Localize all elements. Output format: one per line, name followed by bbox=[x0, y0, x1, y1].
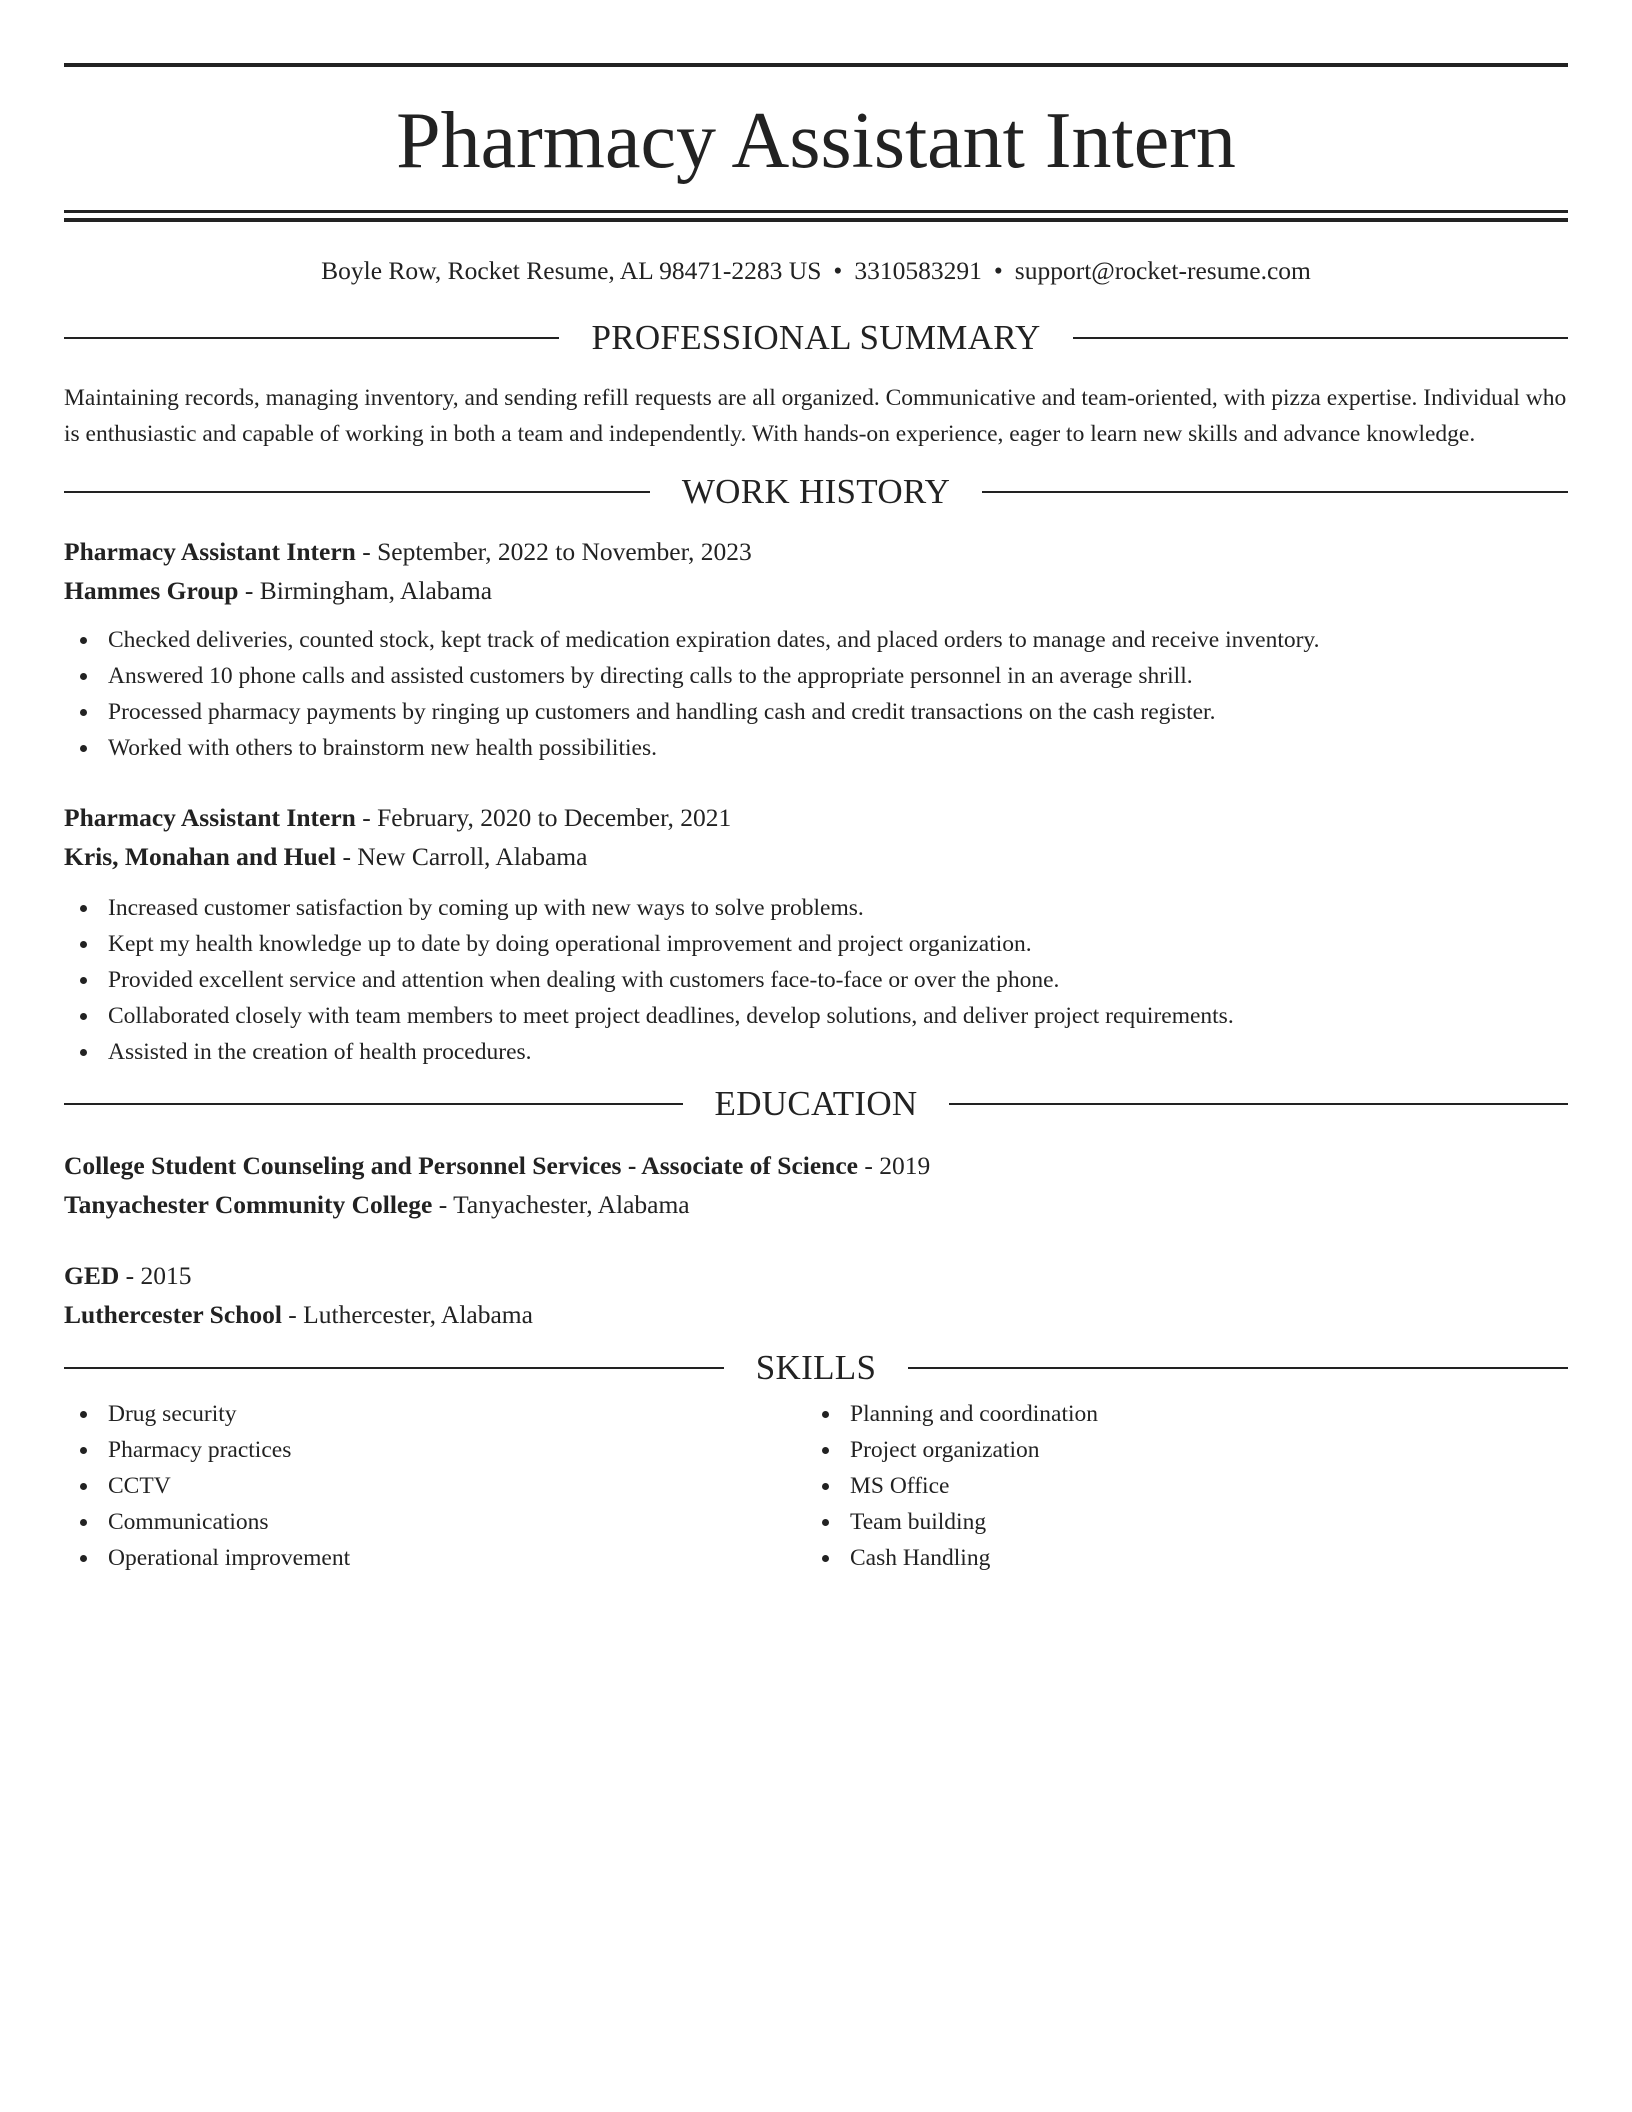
skills-column-left bbox=[64, 1396, 806, 1576]
separator-dot: • bbox=[833, 256, 843, 285]
title-double-rule bbox=[64, 210, 1568, 222]
school-name: Tanyachester Community College bbox=[64, 1190, 433, 1219]
summary-text: Maintaining records, managing inventory, and sending refill requests are all organized. Communicative and team-oriented, with pizza expertise. Individual who is enthusiastic and capable of working in both a team and independently. With hands-on experience, eager to learn new skills and advance knowledge. bbox=[64, 385, 1567, 447]
job-title-line bbox=[64, 532, 1568, 571]
degree-line bbox=[64, 1256, 1568, 1295]
heading-rule bbox=[64, 491, 650, 493]
job-bullets bbox=[64, 890, 1568, 1070]
school-line bbox=[64, 1295, 1568, 1334]
skill-item: Planning and coordination bbox=[806, 1396, 1568, 1432]
school-location: - Tanyachester, Alabama bbox=[432, 1190, 690, 1219]
heading-rule bbox=[908, 1367, 1568, 1369]
skill-item: MS Office bbox=[806, 1468, 1568, 1504]
list-item: Answered 10 phone calls and assisted customers by directing calls to the appropriate personnel in an average shrill. bbox=[64, 658, 1568, 694]
list-item: Increased customer satisfaction by coming up with new ways to solve problems. bbox=[64, 890, 1568, 926]
top-rule bbox=[64, 63, 1568, 67]
degree-line bbox=[64, 1146, 1568, 1185]
job-bullets bbox=[64, 622, 1568, 766]
job-title: Pharmacy Assistant Intern bbox=[64, 803, 356, 832]
skill-item: Communications bbox=[64, 1504, 806, 1540]
list-item: Checked deliveries, counted stock, kept track of medication expiration dates, and placed orders to manage and receive inventory. bbox=[64, 622, 1568, 658]
education-entry bbox=[64, 1146, 1568, 1224]
skill-item: Drug security bbox=[64, 1396, 806, 1432]
school-line bbox=[64, 1185, 1568, 1224]
degree-year: - 2019 bbox=[858, 1151, 931, 1180]
section-title: SKILLS bbox=[755, 1348, 877, 1387]
job-entry bbox=[64, 798, 1568, 1070]
separator-dot: • bbox=[993, 256, 1003, 285]
company-name: Kris, Monahan and Huel bbox=[64, 842, 337, 871]
school-location: - Luthercester, Alabama bbox=[281, 1300, 533, 1329]
heading-rule bbox=[64, 1367, 724, 1369]
section-title: EDUCATION bbox=[714, 1084, 918, 1123]
job-title: Pharmacy Assistant Intern bbox=[64, 537, 356, 566]
list-item: Worked with others to brainstorm new health possibilities. bbox=[64, 730, 1568, 766]
phone: 3310583291 bbox=[854, 256, 982, 285]
company-line bbox=[64, 571, 1568, 610]
heading-rule bbox=[64, 337, 559, 339]
degree: College Student Counseling and Personnel Services - Associate of Science bbox=[64, 1151, 858, 1180]
skills-column-right bbox=[806, 1396, 1568, 1576]
heading-rule bbox=[1073, 337, 1568, 339]
list-item: Collaborated closely with team members to meet project deadlines, develop solutions, and deliver project requirements. bbox=[64, 998, 1568, 1034]
list-item: Processed pharmacy payments by ringing up customers and handling cash and credit transactions on the cash register. bbox=[64, 694, 1568, 730]
section-heading-skills bbox=[64, 1348, 1568, 1388]
resume-page bbox=[64, 0, 1568, 1576]
skill-item: Project organization bbox=[806, 1432, 1568, 1468]
list-item: Kept my health knowledge up to date by doing operational improvement and project organization. bbox=[64, 926, 1568, 962]
company-location: - Birmingham, Alabama bbox=[238, 576, 493, 605]
job-title-line bbox=[64, 798, 1568, 837]
email-link[interactable]: support@rocket-resume.com bbox=[1014, 256, 1311, 285]
heading-rule bbox=[949, 1103, 1568, 1105]
section-title: WORK HISTORY bbox=[681, 472, 951, 511]
heading-rule bbox=[64, 1103, 683, 1105]
education-entry bbox=[64, 1256, 1568, 1334]
degree: GED bbox=[64, 1261, 120, 1290]
list-item: Assisted in the creation of health procedures. bbox=[64, 1034, 1568, 1070]
skill-item: CCTV bbox=[64, 1468, 806, 1504]
contact-line bbox=[64, 256, 1568, 286]
section-heading-summary bbox=[64, 318, 1568, 358]
list-item: Provided excellent service and attention when dealing with customers face-to-face or over the phone. bbox=[64, 962, 1568, 998]
company-name: Hammes Group bbox=[64, 576, 239, 605]
skill-item: Operational improvement bbox=[64, 1540, 806, 1576]
job-entry bbox=[64, 532, 1568, 766]
section-heading-work bbox=[64, 472, 1568, 512]
resume-title: Pharmacy Assistant Intern bbox=[396, 97, 1236, 185]
address: Boyle Row, Rocket Resume, AL 98471-2283 US bbox=[321, 256, 822, 285]
skill-item: Pharmacy practices bbox=[64, 1432, 806, 1468]
job-dates: - February, 2020 to December, 2021 bbox=[355, 803, 732, 832]
company-location: - New Carroll, Alabama bbox=[336, 842, 588, 871]
degree-year: - 2015 bbox=[119, 1261, 192, 1290]
school-name: Luthercester School bbox=[64, 1300, 282, 1329]
job-dates: - September, 2022 to November, 2023 bbox=[355, 537, 752, 566]
skill-item: Cash Handling bbox=[806, 1540, 1568, 1576]
skill-item: Team building bbox=[806, 1504, 1568, 1540]
heading-rule bbox=[982, 491, 1568, 493]
section-title: PROFESSIONAL SUMMARY bbox=[591, 318, 1041, 357]
skills-grid bbox=[64, 1396, 1568, 1576]
section-heading-education bbox=[64, 1084, 1568, 1124]
company-line bbox=[64, 837, 1568, 876]
